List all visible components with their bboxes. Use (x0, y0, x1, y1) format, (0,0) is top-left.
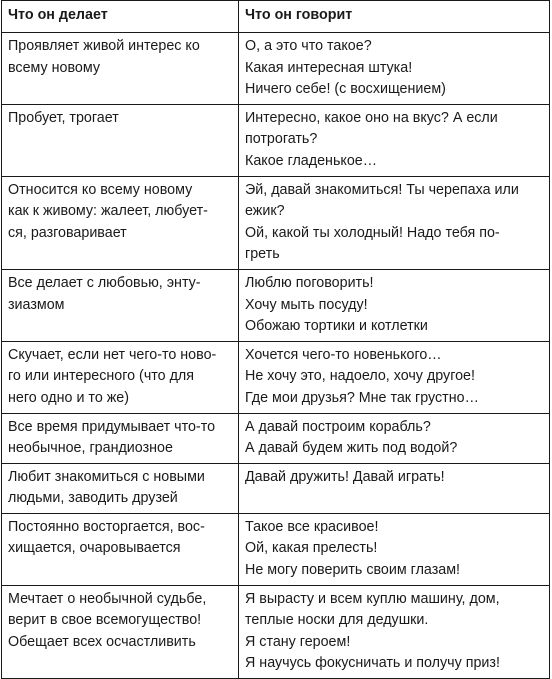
behavior-cell-line: ся, разговаривает (8, 224, 127, 241)
speech-cell-line: Где мои друзья? Мне так грустно… (245, 389, 479, 406)
behavior-cell (2, 413, 239, 463)
header-what-he-does: Что он делает (2, 1, 239, 33)
table-row (2, 176, 550, 269)
behavior-cell (2, 104, 239, 176)
speech-cell (239, 104, 550, 176)
speech-cell-line: О, а это что такое? (245, 38, 372, 54)
speech-cell-line: Ничего себе! (с восхищением) (245, 81, 446, 98)
header-what-he-says: Что он говорит (239, 1, 550, 33)
behavior-cell-line: Все время придумывает что-то (8, 418, 216, 435)
speech-cell-line: Какая интересная штука! (245, 59, 413, 76)
speech-cell-line: Я вырасту и всем куплю машину, дом, (245, 590, 500, 607)
behavior-cell (2, 269, 239, 341)
behavior-cell-line: го или интересного (что для (8, 368, 194, 385)
table-row (2, 413, 550, 463)
behavior-cell-line: хищается, очаровывается (8, 540, 181, 557)
speech-cell-line: Ой, какой ты холодный! Надо тебя по- (245, 224, 500, 241)
speech-cell (239, 176, 550, 269)
table-row (2, 463, 550, 513)
behavior-cell (2, 176, 239, 269)
speech-cell-line: Я научусь фокусничать и получу приз! (245, 655, 500, 672)
behavior-cell (2, 341, 239, 413)
header-row (2, 1, 550, 33)
speech-cell-line: Обожаю тортики и котлетки (245, 318, 428, 335)
behavior-cell (2, 463, 239, 513)
speech-cell (239, 463, 550, 513)
behavior-cell-line: как к живому: жалеет, любует- (8, 203, 208, 220)
speech-cell-line: Эй, давай знакомиться! Ты черепаха или (245, 181, 519, 198)
table-row (2, 341, 550, 413)
behavior-cell (2, 513, 239, 585)
speech-cell (239, 413, 550, 463)
behavior-cell (2, 33, 239, 105)
behavior-cell-line: верит в свое всемогущество! (8, 612, 202, 629)
speech-cell-line: Хочу мыть посуду! (245, 296, 368, 313)
behavior-cell-line: Проявляет живой интерес ко (8, 38, 200, 54)
table-row (2, 513, 550, 585)
behavior-cell (2, 585, 239, 678)
behavior-cell-line: Относится ко всему новому (8, 181, 193, 198)
table-row (2, 269, 550, 341)
behavior-speech-table (1, 0, 550, 679)
behavior-cell-line: зиазмом (8, 296, 65, 313)
speech-cell-line: Какое гладенькое… (245, 152, 378, 169)
speech-cell-line: потрогать? (245, 131, 318, 148)
behavior-cell-line: Любит знакомиться с новыми (8, 468, 205, 485)
speech-cell-line: ежик? (245, 203, 285, 220)
speech-cell-line: А давай построим корабль? (245, 418, 431, 435)
behavior-cell-line: Скучает, если нет чего-то ново- (8, 346, 217, 363)
speech-cell (239, 513, 550, 585)
table-body (2, 1, 550, 679)
table-row (2, 33, 550, 105)
speech-cell-line: Не хочу это, надоело, хочу другое! (245, 368, 475, 385)
behavior-cell-line: него одно и то же) (8, 389, 130, 406)
behavior-cell-line: необычное, грандиозное (8, 440, 173, 457)
speech-cell-line: Такое все красивое! (245, 518, 379, 535)
speech-cell (239, 341, 550, 413)
speech-cell (239, 33, 550, 105)
behavior-cell-line: Обещает всех осчастливить (8, 633, 196, 650)
behavior-cell-line: Мечтает о необычной судьбе, (8, 590, 207, 607)
speech-cell-line: теплые носки для дедушки. (245, 612, 429, 629)
speech-cell-line: Хочется чего-то новенького… (245, 346, 442, 363)
speech-cell-line: Люблю поговорить! (245, 274, 374, 291)
behavior-cell-line: людьми, заводить друзей (8, 490, 178, 507)
behavior-cell-line: Пробует, трогает (8, 109, 119, 126)
table-row (2, 585, 550, 678)
speech-cell-line: греть (245, 246, 280, 263)
table-row (2, 104, 550, 176)
behavior-cell-line: всему новому (8, 59, 101, 76)
speech-cell-line: Я стану героем! (245, 633, 351, 650)
speech-cell-line: Ой, какая прелесть! (245, 540, 378, 557)
speech-cell (239, 269, 550, 341)
behavior-cell-line: Все делает с любовью, энту- (8, 274, 201, 291)
speech-cell (239, 585, 550, 678)
speech-cell-line: Интересно, какое оно на вкус? А если (245, 109, 498, 126)
behavior-cell-line: Постоянно восторгается, вос- (8, 518, 205, 535)
speech-cell-line: Не могу поверить своим глазам! (245, 562, 461, 579)
speech-cell-line: А давай будем жить под водой? (245, 440, 458, 457)
speech-cell-line: Давай дружить! Давай играть! (245, 468, 445, 485)
